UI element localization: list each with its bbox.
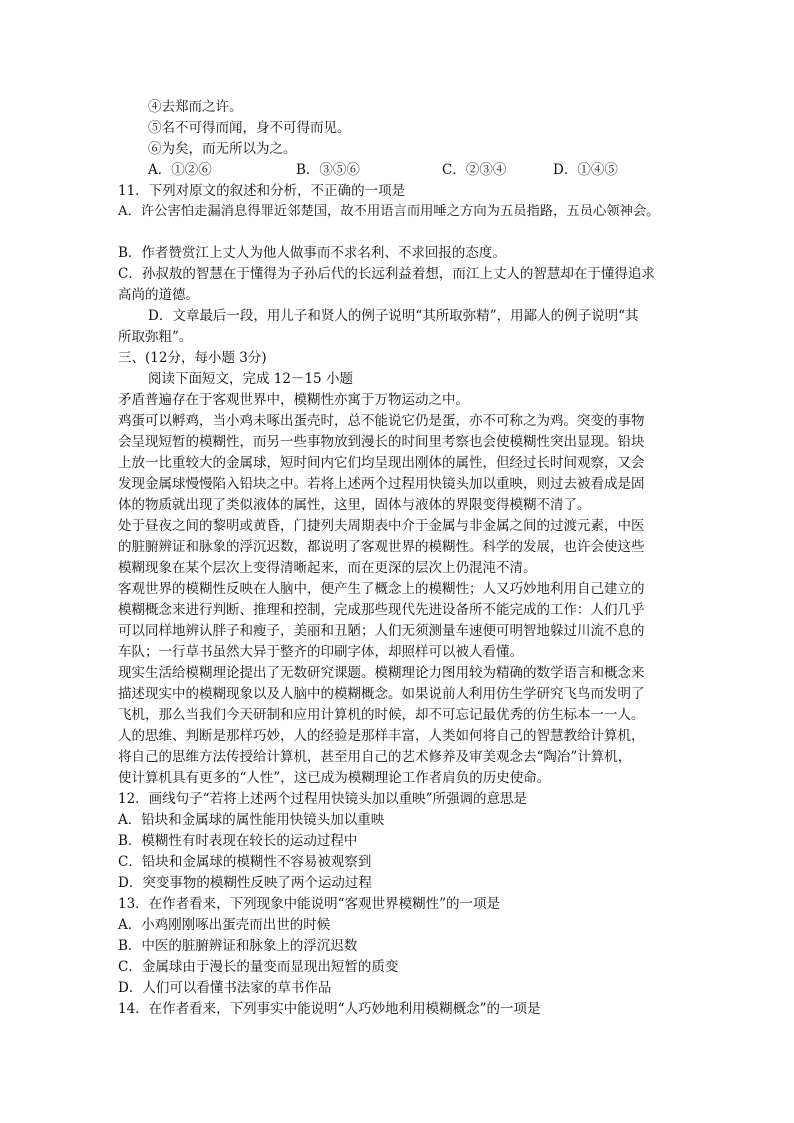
question-13-option-b: B．中医的脏腑辨证和脉象上的浮沉迟数 bbox=[118, 938, 358, 954]
question-11-option-d-cont: 所取弥粗”。 bbox=[118, 329, 193, 345]
passage-line: 模糊现象在某个层次上变得清晰起来，而在更深的层次上仍混沌不清。 bbox=[118, 560, 537, 576]
passage-line: 矛盾普遍存在于客观世界中，模糊性亦寓于万物运动之中。 bbox=[118, 392, 469, 408]
passage-line: 飞机，那么当我们今天研制和应用计算机的时候，却不可忘记最优秀的仿生标本一一人。 bbox=[118, 707, 645, 723]
passage-line: 模糊概念来进行判断、推理和控制，完成那些现代先进设备所不能完成的工作：人们几乎 bbox=[118, 602, 645, 618]
question-11-option-c-cont: 高尚的道德。 bbox=[118, 287, 199, 303]
question-11-option-b: B．作者赞赏江上丈人为他人做事而不求名利、不求回报的态度。 bbox=[118, 245, 506, 261]
option-d: D．①④⑤ bbox=[553, 162, 618, 178]
passage-line: 体的物质就出现了类似液体的属性，这里，固体与液体的界限变得模糊不清了。 bbox=[118, 497, 591, 513]
question-12-option-c: C．铅块和金属球的模糊性不容易被观察到 bbox=[118, 854, 372, 870]
passage-line: 发现金属球慢慢陷入铅块之中。若将上述两个过程用快镜头加以重映，则过去被看成是固 bbox=[118, 476, 645, 492]
question-12-option-a: A．铅块和金属球的属性能用快镜头加以重映 bbox=[118, 812, 385, 828]
question-14-stem: 14．在作者看来，下列事实中能说明“人巧妙地利用模糊概念”的一项是 bbox=[118, 1001, 541, 1017]
text-line: ⑥为矣，而无所以为之。 bbox=[148, 141, 297, 157]
option-a: A．①②⑥ bbox=[148, 162, 212, 178]
question-11-option-a: A．许公害怕走漏消息得罪近邻楚国，故不用语言而用唾之方向为五员指路，五员心领神会。 bbox=[118, 204, 660, 219]
passage-line: 鸡蛋可以孵鸡，当小鸡未啄出蛋壳时，总不能说它仍是蛋，亦不可称之为鸡。突变的事物 bbox=[118, 413, 645, 429]
question-11-stem: 11．下列对原文的叙述和分析，不正确的一项是 bbox=[118, 183, 406, 199]
passage-line: 的脏腑辨证和脉象的浮沉迟数，都说明了客观世界的模糊性。科学的发展，也许会使这些 bbox=[118, 539, 645, 555]
question-11-option-c: C．孙叔敖的智慧在于懂得为子孙后代的长远利益着想，而江上丈人的智慧却在于懂得追求 bbox=[118, 266, 655, 282]
question-11-option-d: D．文章最后一段，用儿子和贤人的例子说明“其所取弥精”，用鄙人的例子说明“其 bbox=[148, 308, 639, 324]
passage-line: 会呈现短暂的模糊性，而另一些事物放到漫长的时间里考察也会使模糊性突出显现。铅块 bbox=[118, 434, 645, 450]
passage-line: 车队；一行草书虽然大异于整齐的印刷字体，却照样可以被人看懂。 bbox=[118, 644, 523, 660]
passage-line: 处于昼夜之间的黎明或黄昏，门捷列夫周期表中介于金属与非金属之间的过渡元素，中医 bbox=[118, 518, 645, 534]
question-12-stem: 12．画线句子“若将上述两个过程用快镜头加以重映”所强调的意思是 bbox=[118, 791, 527, 807]
passage-line: 描述现实中的模糊现象以及人脑中的模糊概念。如果说前人利用仿生学研究飞鸟而发明了 bbox=[118, 686, 645, 702]
question-13-option-d: D．人们可以看懂书法家的草书作品 bbox=[118, 980, 332, 996]
section-instruction: 阅读下面短文，完成 12－15 小题 bbox=[148, 371, 353, 387]
question-13-option-a: A．小鸡刚刚啄出蛋壳而出世的时候 bbox=[118, 917, 331, 933]
passage-line: 将自己的思维方法传授给计算机，甚至用自己的艺术修养及审美观念去“陶冶”计算机， bbox=[118, 749, 632, 765]
passage-line: 上放一比重较大的金属球，短时间内它们均呈现出刚体的属性，但经过长时间观察，又会 bbox=[118, 455, 645, 471]
passage-line: 人的思维、判断是那样巧妙，人的经验是那样丰富，人类如何将自己的智慧教给计算机， bbox=[118, 728, 645, 744]
passage-line: 使计算机具有更多的“人性”，这已成为模糊理论工作者肩负的历史使命。 bbox=[118, 770, 551, 786]
passage-line: 客观世界的模糊性反映在人脑中，便产生了概念上的模糊性；人又巧妙地利用自己建立的 bbox=[118, 581, 645, 597]
question-13-stem: 13．在作者看来，下列现象中能说明“客观世界模糊性”的一项是 bbox=[118, 896, 500, 912]
text-line: ④去郑而之许。 bbox=[148, 99, 243, 115]
passage-line: 现实生活给模糊理论提出了无数研究课题。模糊理论力图用较为精确的数学语言和概念来 bbox=[118, 665, 645, 681]
question-12-option-b: B．模糊性有时表现在较长的运动过程中 bbox=[118, 833, 358, 849]
option-c: C．②③④ bbox=[442, 162, 507, 178]
text-line: ⑤名不可得而闻，身不可得而见。 bbox=[148, 120, 351, 136]
passage-line: 可以同样地辨认胖子和瘦子，美丽和丑陋；人们无须测量车速便可明智地躲过川流不息的 bbox=[118, 623, 645, 639]
option-b: B．③⑤⑥ bbox=[296, 162, 360, 178]
question-13-option-c: C．金属球由于漫长的量变而显现出短暂的质变 bbox=[118, 959, 399, 975]
question-12-option-d: D．突变事物的模糊性反映了两个运动过程 bbox=[118, 875, 372, 891]
section-heading: 三、(12分，每小题 3分) bbox=[118, 350, 267, 366]
